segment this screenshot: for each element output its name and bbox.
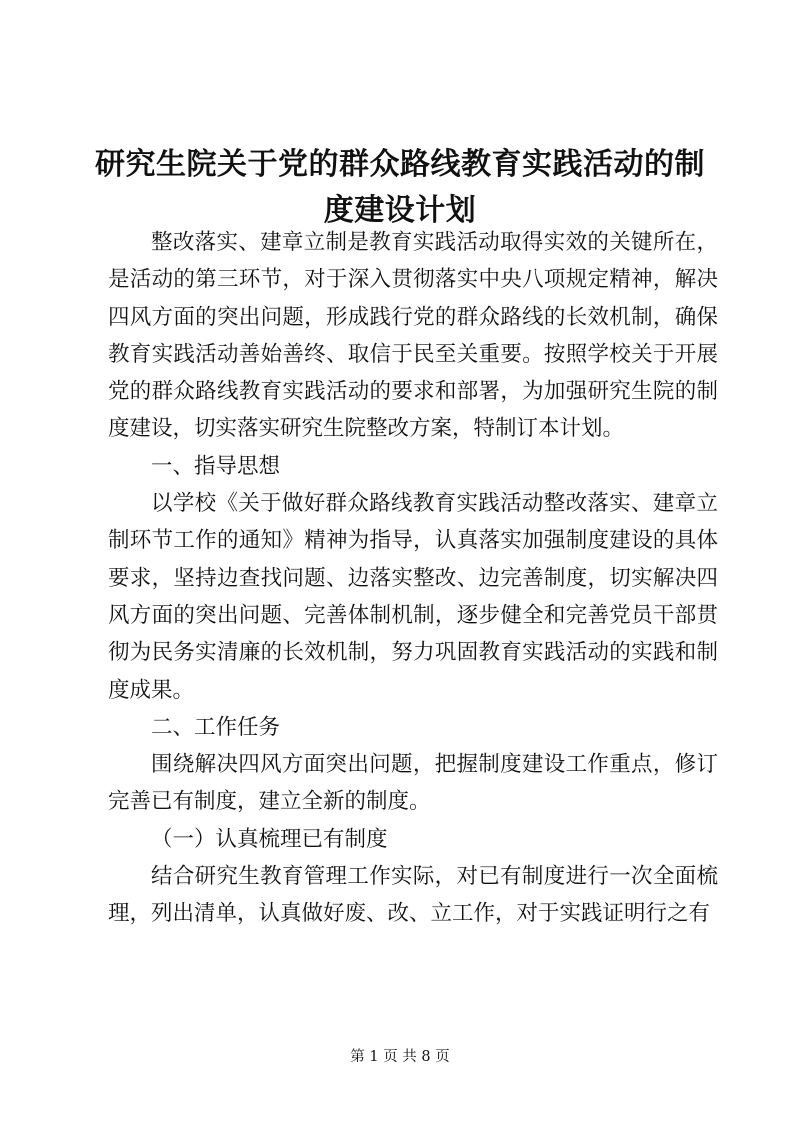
section-heading-guiding-thought: 一、指导思想 <box>151 453 281 479</box>
document-body <box>108 224 718 933</box>
subsection-heading-review-existing: （一）认真梳理已有制度 <box>151 826 388 852</box>
paragraph-work-tasks: 围绕解决四风方面突出问题，把握制度建设工作重点，修订完善已有制度，建立全新的制度。 <box>108 752 718 815</box>
paragraph-guiding-thought: 以学校《关于做好群众路线教育实践活动整改落实、建章立制环节工作的通知》精神为指导，认真落实加强制度建设的具体要求，坚持边查找问题、边落实整改、边完善制度，切实解决四风方面的突出问题、完善体制机制，逐步健全和完善党员干部贯彻为民务实清廉的长效机制，努力巩固教育实践活动的实践和制度成果。 <box>108 491 718 703</box>
paragraph-review-existing: 结合研究生教育管理工作实际，对已有制度进行一次全面梳理，列出清单，认真做好废、改、立工作，对于实践证明行之有 <box>108 864 718 927</box>
section-heading-work-tasks: 二、工作任务 <box>151 714 281 740</box>
document-title: 研究生院关于党的群众路线教育实践活动的制度建设计划 <box>95 147 705 228</box>
paragraph-intro: 整改落实、建章立制是教育实践活动取得实效的关键所在，是活动的第三环节，对于深入贯彻落实中央八项规定精神，解决四风方面的突出问题，形成践行党的群众路线的长效机制，确保教育实践活动善始善终、取信于民至关重要。按照学校关于开展党的群众路线教育实践活动的要求和部署，为加强研究生院的制度建设，切实落实研究生院整改方案，特制订本计划。 <box>108 230 718 442</box>
page-number-footer: 第 1 页 共 8 页 <box>350 1049 450 1065</box>
